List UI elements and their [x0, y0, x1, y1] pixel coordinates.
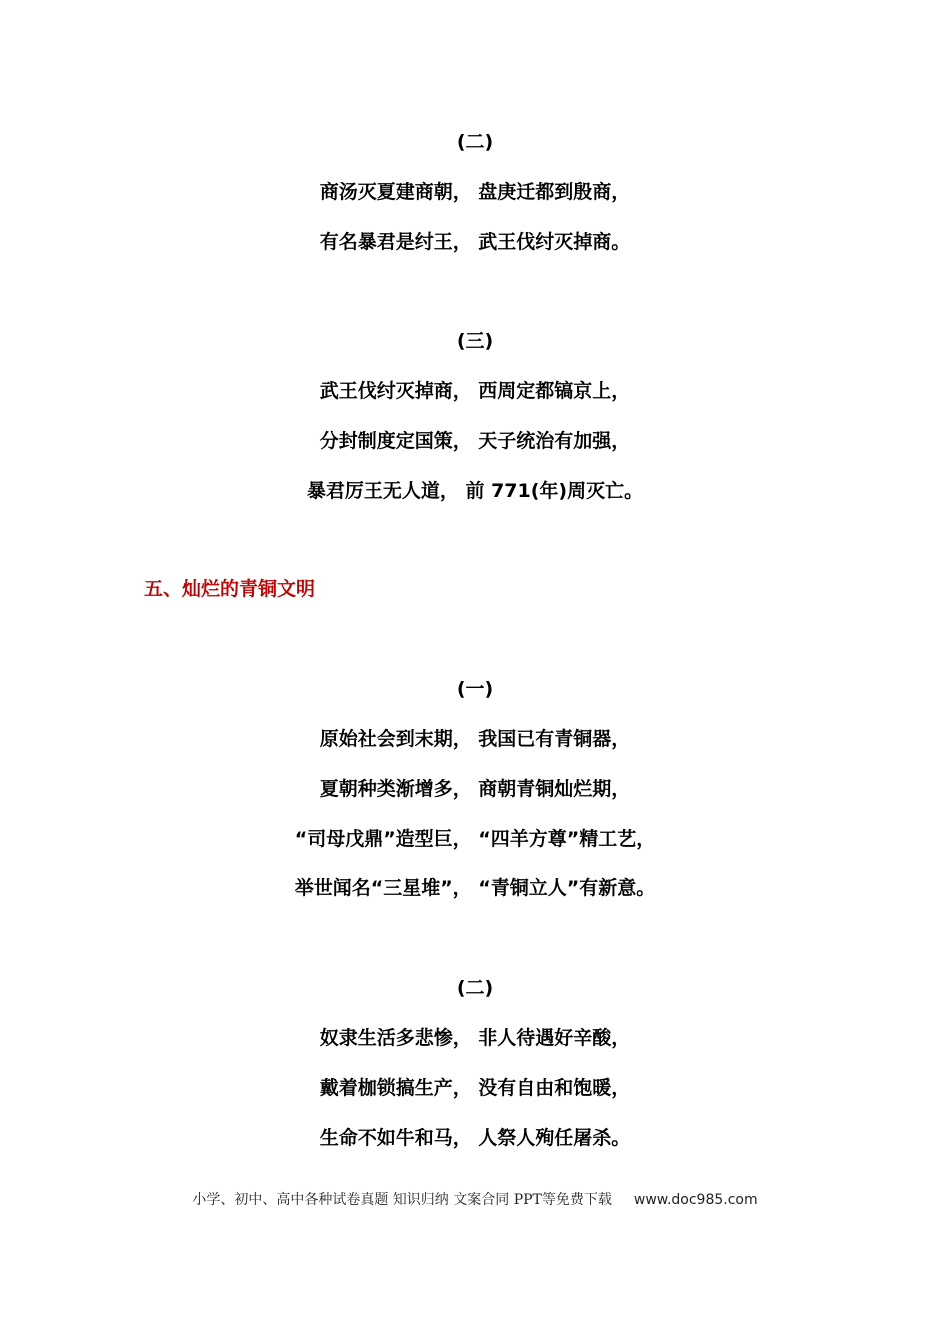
- stanza-number: (一): [456, 678, 494, 700]
- poem-line: 戴着枷锁搞生产， 没有自由和饱暖，: [319, 1077, 631, 1099]
- stanza-number: (二): [456, 977, 494, 999]
- poem-line: 原始社会到末期， 我国已有青铜器，: [319, 728, 631, 750]
- footer-text: 小学、初中、高中各种试卷真题 知识归纳 文案合同 PPT等免费下载: [192, 1192, 612, 1208]
- stanza-number: (二): [456, 131, 494, 153]
- footer-url[interactable]: www.doc985.com: [633, 1192, 758, 1208]
- poem-line: “司母戊鼎”造型巨， “四羊方尊”精工艺，: [294, 828, 656, 850]
- poem-line: 有名暴君是纣王， 武王伐纣灭掉商。: [319, 231, 631, 253]
- poem-line: 奴隶生活多悲惨， 非人待遇好辛酸，: [319, 1027, 631, 1049]
- poem-line: 暴君厉王无人道， 前 771(年)周灭亡。: [306, 480, 644, 502]
- poem-line: 生命不如牛和马， 人祭人殉任屠杀。: [319, 1127, 631, 1149]
- poem-line: 举世闻名“三星堆”， “青铜立人”有新意。: [294, 877, 656, 899]
- page-footer: [0, 1189, 950, 1211]
- stanza-number: (三): [456, 330, 494, 352]
- section-heading: 五、灿烂的青铜文明: [144, 578, 316, 600]
- poem-line: 武王伐纣灭掉商， 西周定都镐京上，: [319, 380, 631, 402]
- poem-line: 分封制度定国策， 天子统治有加强，: [319, 430, 631, 452]
- poem-line: 夏朝种类渐增多， 商朝青铜灿烂期，: [319, 778, 631, 800]
- poem-line: 商汤灭夏建商朝， 盘庚迁都到殷商，: [319, 181, 631, 203]
